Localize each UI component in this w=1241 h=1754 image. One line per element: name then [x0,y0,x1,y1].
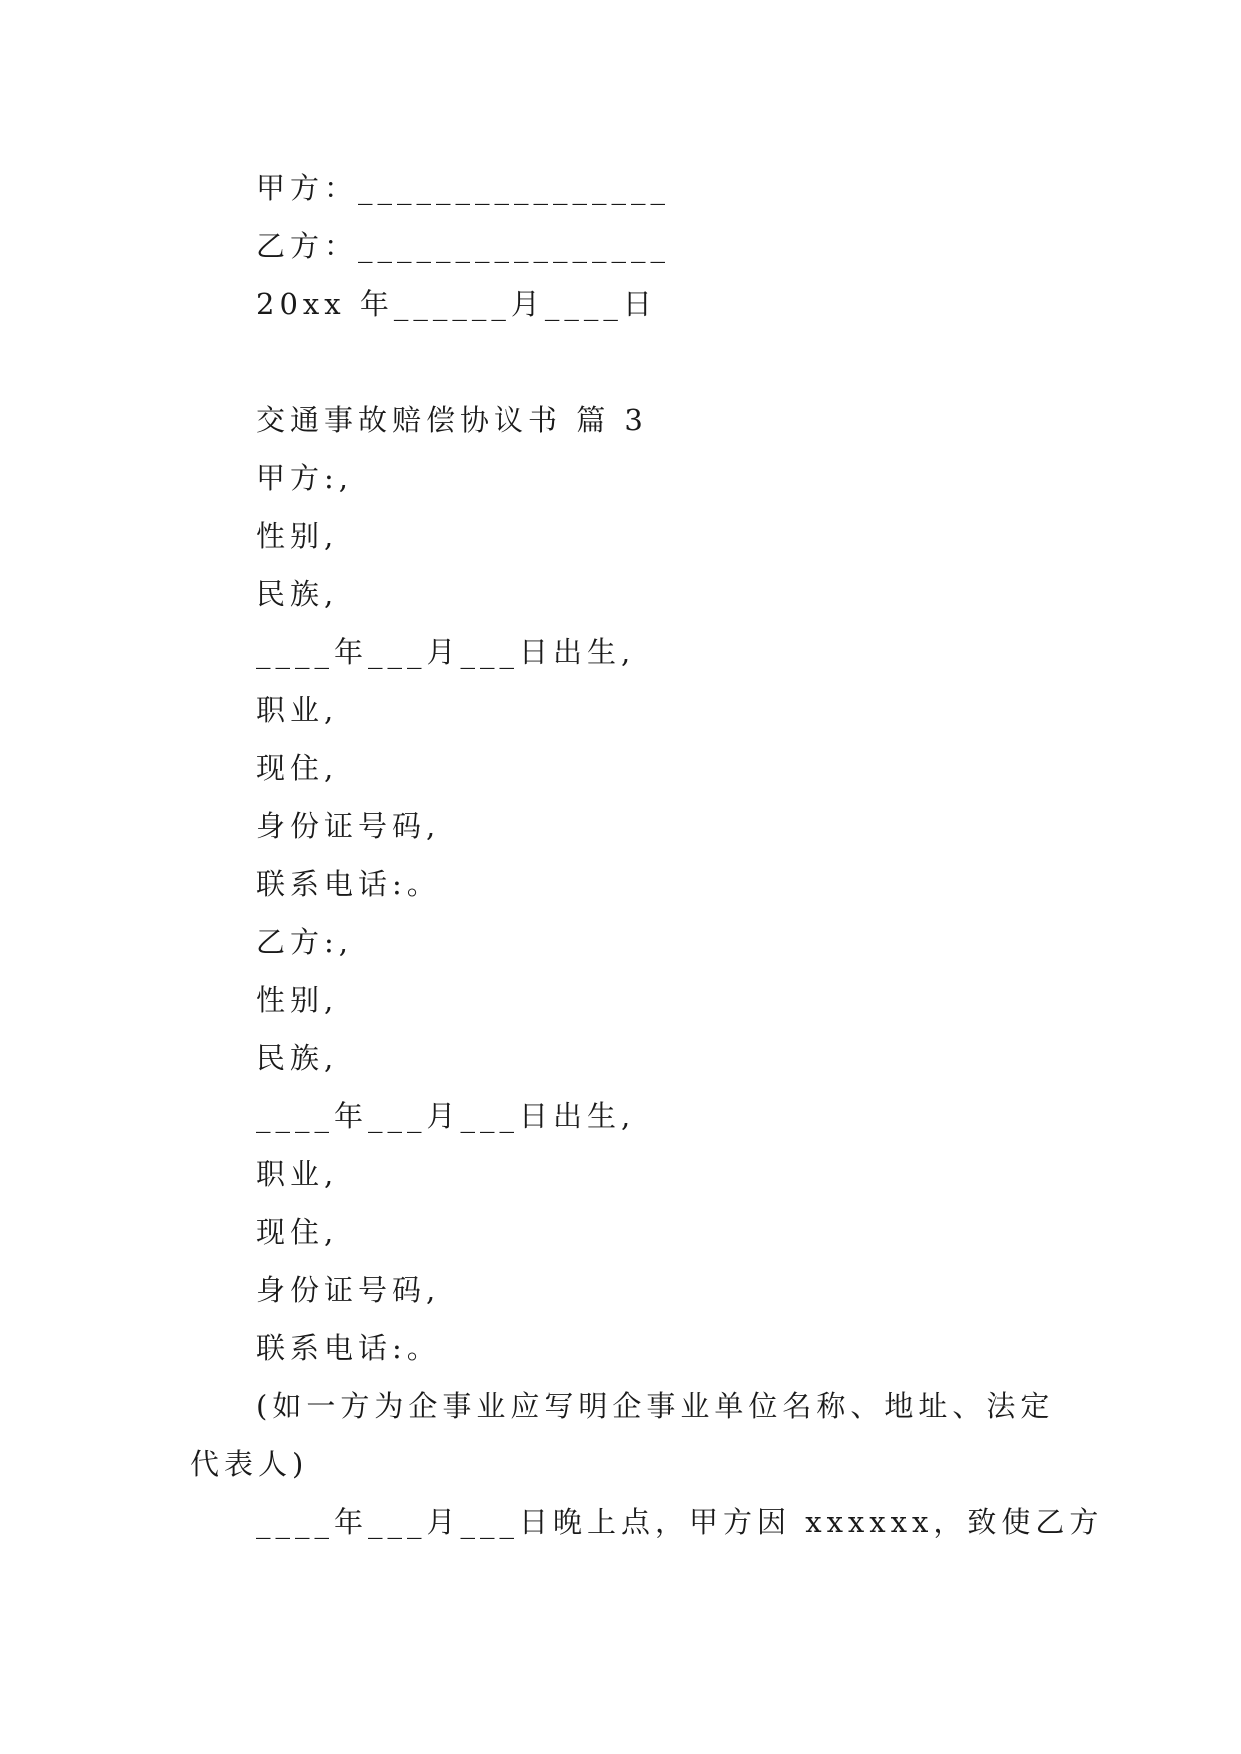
party-a-address: 现住, [256,751,339,785]
party-a-ethnicity: 民族, [256,577,339,611]
incident-paragraph-line-1: ____年___月___日晚上点，甲方因 xxxxxx，致使乙方 [256,1505,1104,1539]
section-title: 交通事故赔偿协议书 篇 3 [256,403,648,437]
party-b-phone: 联系电话:。 [256,1331,441,1365]
party-b-birthdate: ____年___月___日出生, [256,1099,636,1133]
party-a-birthdate: ____年___月___日出生, [256,635,636,669]
signature-date-line: 20xx 年______月____日 [256,287,657,321]
note-paragraph-line-2: 代表人) [190,1447,309,1481]
party-b-address: 现住, [256,1215,339,1249]
party-b-id-number: 身份证号码, [256,1273,441,1307]
party-b-ethnicity: 民族, [256,1041,339,1075]
party-a-occupation: 职业, [256,693,339,727]
party-a-id-number: 身份证号码, [256,809,441,843]
party-a-signature-line: 甲方：________________ [256,171,671,205]
party-b-signature-line: 乙方：________________ [256,229,671,263]
party-a-gender: 性别, [256,519,339,553]
party-b-label: 乙方:, [256,925,353,959]
note-paragraph-line-1: (如一方为企事业应写明企事业单位名称、地址、法定 [256,1389,1055,1423]
party-a-phone: 联系电话:。 [256,867,441,901]
party-a-label: 甲方:, [256,461,353,495]
party-b-gender: 性别, [256,983,339,1017]
party-b-occupation: 职业, [256,1157,339,1191]
